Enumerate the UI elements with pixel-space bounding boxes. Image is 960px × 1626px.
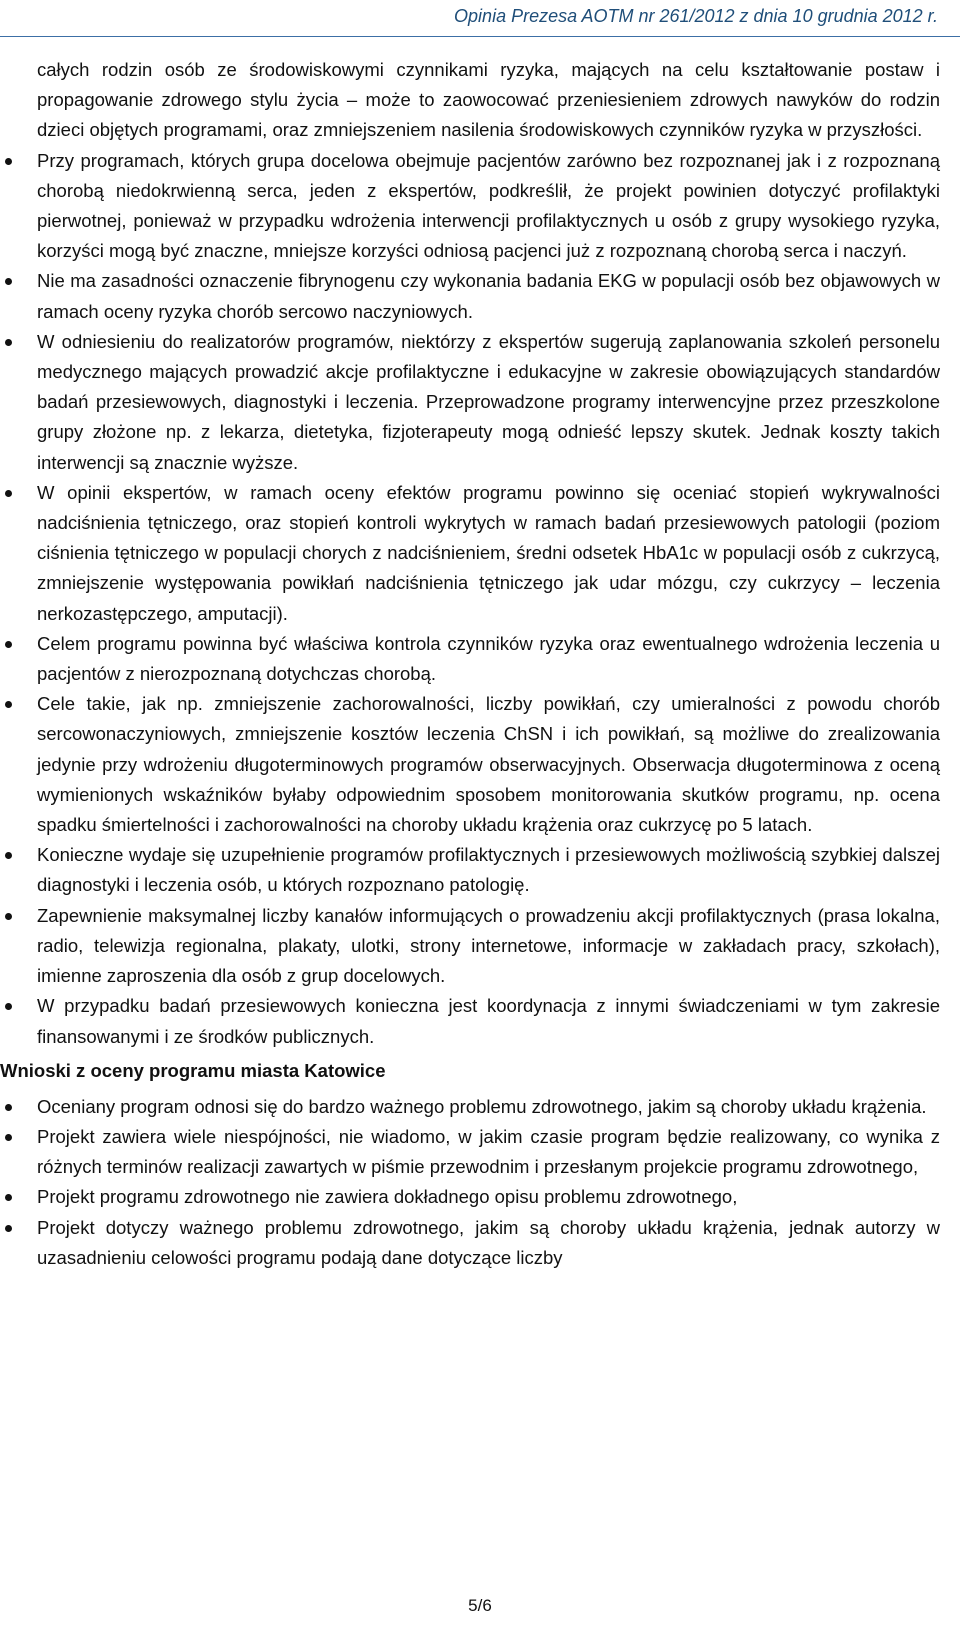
list-item bbox=[0, 327, 940, 478]
list-item-text: Celem programu powinna być właściwa kontrola czynników ryzyka oraz ewentualnego wdrożenia leczenia u pacjentów z nierozpoznaną dotychczas chorobą. bbox=[37, 632, 940, 685]
list-item bbox=[0, 1213, 940, 1273]
intro-paragraph: całych rodzin osób ze środowiskowymi czynnikami ryzyka, mających na celu kształtowanie postaw i propagowanie zdrowego stylu życia – może to zaowocować przeniesieniem zdrowych nawyków do rodzin dzieci objętych programami, oraz zmniejszeniem nasilenia środowiskowych czynników ryzyka w przyszłości. bbox=[37, 59, 940, 141]
conclusions-list bbox=[0, 1092, 940, 1273]
list-item-text: Nie ma zasadności oznaczenie fibrynogenu czy wykonania badania EKG w populacji osób bez objawowych w ramach oceny ryzyka chorób sercowo naczyniowych. bbox=[37, 270, 940, 322]
bullet-icon bbox=[5, 1104, 12, 1111]
list-item-text: W odniesieniu do realizatorów programów, niektórzy z ekspertów sugerują zaplanowania szkoleń personelu medycznego mających prowadzić akcje profilaktyczne i edukacyjne w zakresie obowiązujących standardów badań przesiewowych, diagnostyki i leczenia. Przeprowadzone programy interwencyjne przez przeszkolone grupy złożone np. z lekarza, dietetyka, fizjoterapeuty mogą odnieść lepszy skutek. Jednak koszty takich interwencji są znacznie wyższe. bbox=[37, 330, 940, 473]
header-divider bbox=[0, 36, 960, 37]
bullet-icon bbox=[5, 490, 12, 497]
bullet-icon bbox=[5, 158, 12, 165]
bullet-icon bbox=[5, 1134, 12, 1141]
list-item bbox=[0, 1092, 940, 1122]
document-header: Opinia Prezesa AOTM nr 261/2012 z dnia 10 grudnia 2012 r. bbox=[454, 6, 938, 26]
bullet-icon bbox=[5, 701, 12, 708]
list-item bbox=[0, 1182, 940, 1212]
list-item bbox=[0, 840, 940, 900]
list-item-text: Projekt dotyczy ważnego problemu zdrowotnego, jakim są choroby układu krążenia, jednak autorzy w uzasadnieniu celowości programu podają dane dotyczące liczby bbox=[37, 1216, 940, 1268]
list-item-text: Przy programach, których grupa docelowa obejmuje pacjentów zarówno bez rozpoznanej jak i z rozpoznaną chorobą niedokrwienną serca, jeden z ekspertów, podkreślił, że projekt powinien dotyczyć profilaktyki pierwotnej, ponieważ w przypadku wdrożenia interwencji profilaktycznych u osób z grupy wysokiego ryzyka, korzyści mogą być znaczne, mniejsze korzyści odniosą pacjenci już z rozpoznaną chorobą serca i naczyń. bbox=[37, 149, 940, 262]
list-item-text: Konieczne wydaje się uzupełnienie programów profilaktycznych i przesiewowych możliwością szybkiej dalszej diagnostyki i leczenia osób, u których rozpoznano patologię. bbox=[37, 844, 940, 896]
bullet-icon bbox=[5, 1225, 12, 1232]
bullet-icon bbox=[5, 852, 12, 859]
list-item-text: Cele takie, jak np. zmniejszenie zachorowalności, liczby powikłań, czy umieralności z powodu chorób sercowonaczyniowych, zmniejszenie kosztów leczenia ChSN i ich powikłań, są możliwe do zrealizowania jedynie przy wdrożeniu długoterminowych programów obserwacyjnych. Obserwacja długoterminowa z oceną wymienionych wskaźników byłaby odpowiednim sposobem monitorowania skutków programu, np. ocena spadku śmiertelności i zachorowalności na choroby układu krążenia oraz cukrzycę po 5 latach. bbox=[37, 693, 940, 836]
list-item-text: Zapewnienie maksymalnej liczby kanałów informujących o prowadzeniu akcji profilaktycznych (prasa lokalna, radio, telewizja regionalna, plakaty, ulotki, strony internetowe, informacje w zakładach pracy, szkołach), imienne zaproszenia dla osób z grup docelowych. bbox=[37, 904, 940, 987]
list-item-text: Projekt zawiera wiele niespójności, nie wiadomo, w jakim czasie program będzie realizowany, co wynika z różnych terminów realizacji zawartych w piśmie przewodnim i przesłanym projekcie programu zdrowotnego, bbox=[37, 1125, 940, 1178]
bullet-icon bbox=[5, 641, 12, 648]
bullet-icon bbox=[5, 339, 12, 346]
list-item bbox=[0, 478, 940, 629]
list-item-text: Oceniany program odnosi się do bardzo ważnego problemu zdrowotnego, jakim są choroby układu krążenia. bbox=[37, 1095, 927, 1117]
bullet-icon bbox=[5, 1194, 12, 1201]
bullet-icon bbox=[5, 278, 12, 285]
list-item-text: Projekt programu zdrowotnego nie zawiera dokładnego opisu problemu zdrowotnego, bbox=[37, 1186, 738, 1208]
document-body bbox=[0, 55, 940, 1273]
list-item bbox=[0, 689, 940, 840]
list-item bbox=[0, 901, 940, 992]
list-item-text: W opinii ekspertów, w ramach oceny efektów programu powinno się oceniać stopień wykrywalności nadciśnienia tętniczego, oraz stopień kontroli wykrytych w ramach badań przesiewowych patologii (poziom ciśnienia tętniczego w populacji chorych z nadciśnieniem, średni odsetek HbA1c w populacji osób z cukrzycą, zmniejszenie występowania powikłań nadciśnienia tętniczego jak udar mózgu, czy cukrzycy – leczenia nerkozastępczego, amputacji). bbox=[37, 481, 940, 624]
recommendations-list bbox=[0, 146, 940, 1052]
bullet-icon bbox=[5, 1003, 12, 1010]
section-heading: Wnioski z oceny programu miasta Katowice bbox=[0, 1059, 386, 1081]
list-item-text: W przypadku badań przesiewowych konieczna jest koordynacja z innymi świadczeniami w tym zakresie finansowanymi i ze środków publicznych. bbox=[37, 995, 940, 1047]
list-item bbox=[0, 146, 940, 267]
list-item bbox=[0, 1122, 940, 1182]
page-number: 5/6 bbox=[468, 1596, 492, 1615]
list-item bbox=[0, 266, 940, 326]
list-item bbox=[0, 629, 940, 689]
bullet-icon bbox=[5, 913, 12, 920]
list-item bbox=[0, 991, 940, 1051]
